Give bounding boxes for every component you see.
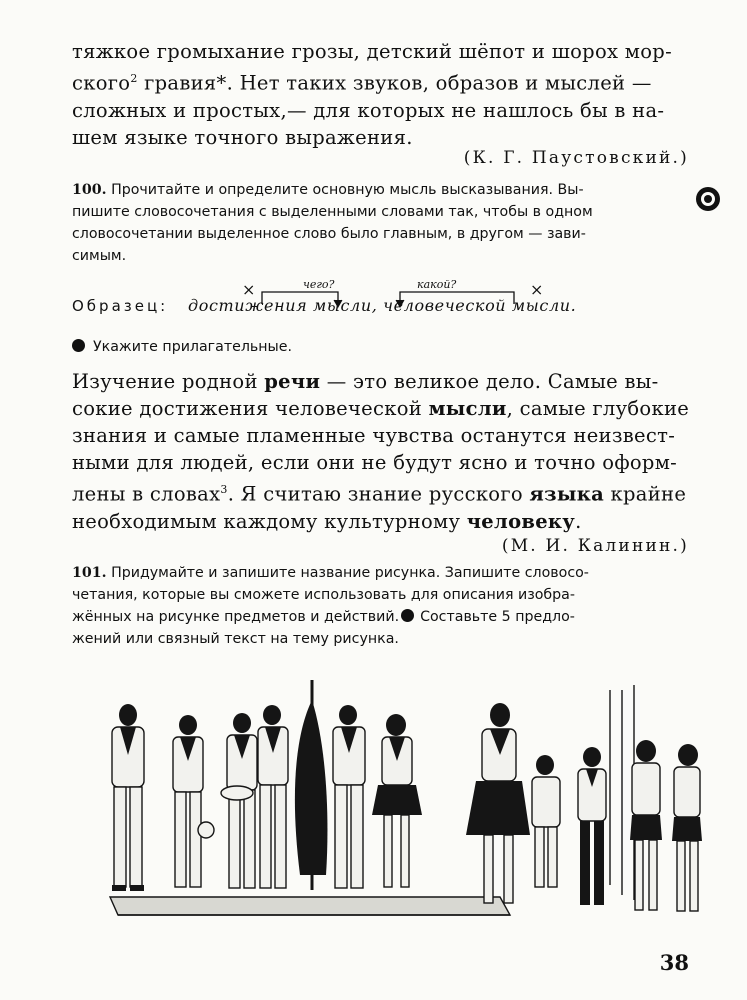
- cross-mark-1: ×: [242, 280, 256, 299]
- question-chego: чего?: [303, 278, 335, 291]
- highlight-rechi: речи: [264, 370, 321, 393]
- highlight-yazyka: языка: [529, 482, 605, 506]
- author-paustovsky: (К. Г. Паустовский.): [463, 148, 689, 168]
- sample-label: Образец:: [72, 297, 169, 315]
- target-mark-icon: [695, 186, 721, 212]
- question-kakoy: какой?: [417, 278, 457, 291]
- kalinin-quote: Изучение родной речи — это великое дело. Самые вы- сокие достижения человеческой мысли, самые глубокие знания и самые пламенные чувства останутся неизвест- ными для людей, если они не будут ясно и точно оформ- лены в словах$^3$. Я считаю знание русского языка крайне необходимым каждому культурному человеку.: [72, 370, 690, 533]
- intro-line-2: ского$^2$ гравия*. Нет таких звуков, образов и мыслей —: [72, 71, 652, 95]
- intro-line-3: сложных и простых,— для которых не нашлось бы в на-: [72, 98, 665, 122]
- pioneer-ceremony-illustration: [90, 675, 702, 937]
- sample-phrase: достижения мысли, человеческой мысли.: [188, 296, 577, 315]
- bullet-circle-icon: [72, 339, 85, 352]
- cross-mark-2: ×: [530, 280, 544, 299]
- footnote-mark: 2: [130, 72, 138, 85]
- exercise-number: 100.: [72, 182, 107, 198]
- intro-line-1: тяжкое громыхание грозы, детский шёпот и шорох мор-: [72, 40, 672, 63]
- exercise-100: 100. Прочитайте и определите основную мысль высказывания. Вы- пишите словосочетания с выделенными словами так, чтобы в одном словосочетании выделенное слово было главным, в другом — зави- симым.: [72, 182, 593, 264]
- bullet-circle-icon: [401, 609, 414, 622]
- highlight-mysli: мысли: [428, 397, 507, 420]
- footnote-mark-3: 3: [220, 483, 228, 496]
- subtask-adjectives: Укажите прилагательные.: [72, 336, 676, 358]
- exercise-101: 101. Придумайте и запишите название рисунка. Запишите словосо- четания, которые вы сможете использовать для описания изобра- жённых на рисунке предметов и действий. Составьте 5 предло- жений или связный текст на тему рисунка.: [72, 565, 589, 647]
- intro-text: [72, 38, 672, 151]
- exercise-number: 101.: [72, 565, 107, 581]
- intro-line-4: шем языке точного выражения.: [72, 125, 413, 149]
- highlight-cheloveku: человеку: [466, 509, 576, 533]
- sample-block: [72, 280, 592, 325]
- author-kalinin: (М. И. Калинин.): [501, 536, 689, 556]
- page-number: 38: [659, 950, 689, 975]
